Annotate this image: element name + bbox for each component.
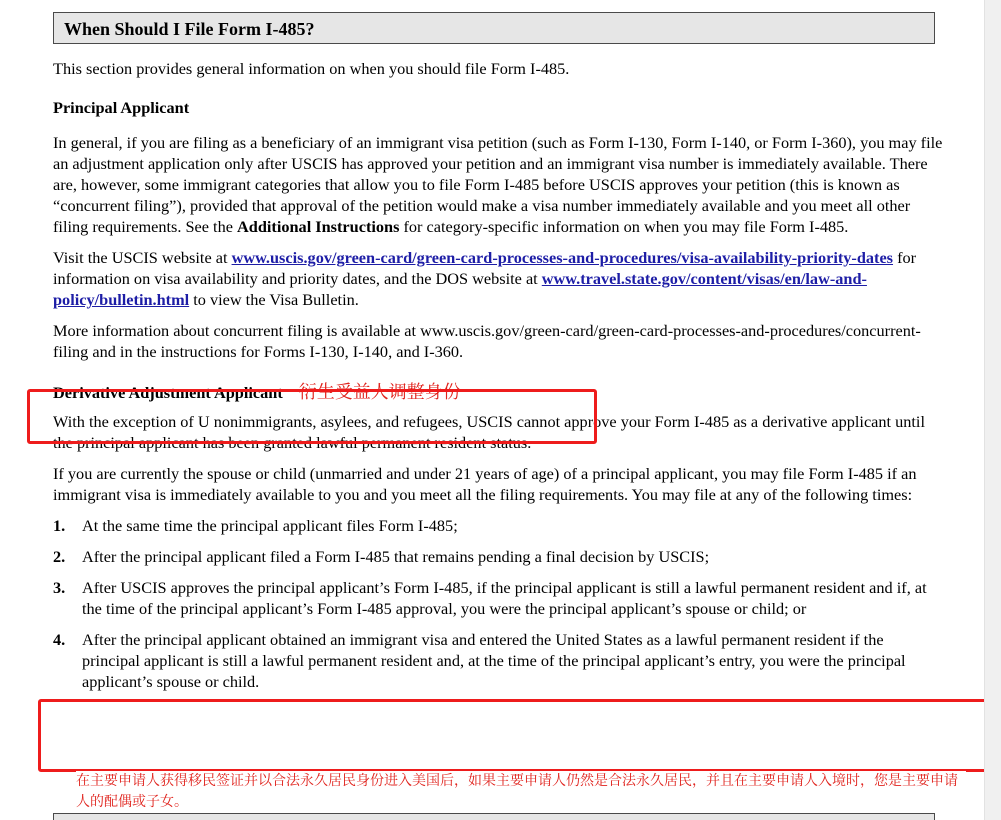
list-item-text: After the principal applicant obtained an immigrant visa and entered the United States as a lawful permanent resident if the principal applicant is still a lawful permanent resident and, at the time of the principal applicant’s entry, you were the principal applicant’s spouse or child.	[82, 630, 906, 691]
list-item-text: At the same time the principal applicant files Form I-485;	[82, 516, 458, 535]
principal-applicant-heading: Principal Applicant	[53, 98, 190, 117]
derivative-heading-translation: 衍生受益人调整身份	[298, 382, 461, 403]
principal-p2-text-b: for information on visa availability and priority dates, and the DOS website at	[53, 248, 917, 288]
list-item-number: 1.	[53, 516, 66, 535]
visa-bulletin-link[interactable]: www.travel.state.gov/content/visas/en/law-and-policy/bulletin.html	[53, 269, 867, 309]
list-item-number: 3.	[53, 578, 66, 597]
vertical-scrollbar[interactable]	[984, 0, 1001, 820]
principal-paragraph-3: More information about concurrent filing is available at www.uscis.gov/green-card/green-card-processes-and-procedures/concurrent-filing and in the instructions for Forms I-130, I-140, and I-360.	[53, 321, 921, 361]
annotation-highlight-box-item-4	[38, 699, 993, 772]
derivative-applicant-heading: Derivative Adjustment Applicant	[53, 383, 283, 402]
next-section-header-box	[53, 813, 935, 820]
filing-times-list	[53, 515, 943, 692]
principal-paragraph-2	[53, 247, 943, 310]
principal-p1-text-a: In general, if you are filing as a beneficiary of an immigrant visa petition (such as Form I-130, Form I-140, or Form I-360), you may file an adjustment application only after USCIS has approved your petition and an immigrant visa number is immediately available. There are, however, some immigrant categories that allow you to file Form I-485 before USCIS approves your petition (this is known as “concurrent filing”), provided that approval of the petition would make a visa number immediately available and you meet all other filing requirements. See the	[53, 133, 943, 236]
section-title: When Should I File Form I-485?	[64, 19, 315, 39]
item-4-translation-note: 在主要申请人获得移民签证并以合法永久居民身份进入美国后，如果主要申请人仍然是合法永久居民，并且在主要申请人入境时，您是主要申请人的配偶或子女。	[76, 771, 966, 813]
additional-instructions-bold: Additional Instructions	[237, 217, 400, 236]
list-item-text: After USCIS approves the principal applicant’s Form I-485, if the principal applicant is still a lawful permanent resident and if, at the time of the principal applicant’s Form I-485 approval, you were the principal applicant’s spouse or child; or	[82, 578, 927, 618]
derivative-heading-row	[53, 382, 943, 403]
principal-p2-text-c: to view the Visa Bulletin.	[189, 290, 359, 309]
derivative-paragraph-2: If you are currently the spouse or child (unmarried and under 21 years of age) of a principal applicant, you may file Form I-485 if an immigrant visa is immediately available to you and you meet all the filing requirements. You may file at any of the following times:	[53, 464, 917, 504]
list-item	[53, 546, 943, 567]
intro-paragraph: This section provides general information on when you should file Form I-485.	[53, 59, 570, 78]
list-item-number: 4.	[53, 630, 66, 649]
list-item-number: 2.	[53, 547, 66, 566]
principal-p1-text-b: for category-specific information on when you may file Form I-485.	[399, 217, 849, 236]
visa-availability-link[interactable]: www.uscis.gov/green-card/green-card-processes-and-procedures/visa-availability-priority-dates	[231, 248, 894, 267]
principal-paragraph-1	[53, 132, 943, 237]
section-header-box	[53, 12, 935, 44]
document-body	[53, 58, 943, 702]
list-item-text: After the principal applicant filed a Form I-485 that remains pending a final decision by USCIS;	[82, 547, 710, 566]
derivative-paragraph-1: With the exception of U nonimmigrants, asylees, and refugees, USCIS cannot approve your Form I-485 as a derivative applicant until the principal applicant has been granted lawful permanent resident status.	[53, 412, 925, 452]
list-item	[53, 515, 943, 536]
list-item	[53, 629, 943, 692]
list-item	[53, 577, 943, 619]
principal-p2-text-a: Visit the USCIS website at	[53, 248, 232, 267]
